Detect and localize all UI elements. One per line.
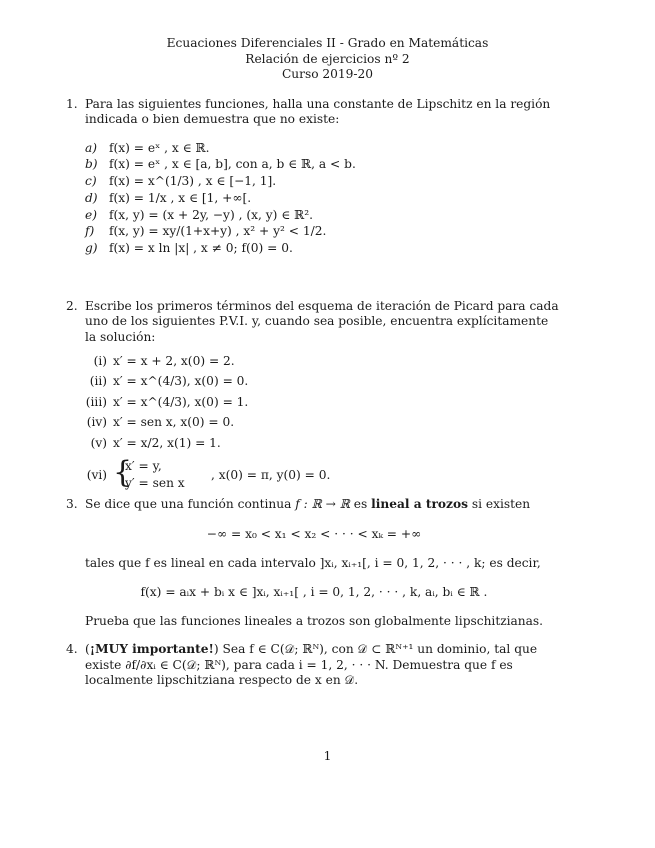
- statement-text: Sea f ∈ C(𝒟; ℝᴺ), con 𝒟 ⊂ ℝᴺ⁺¹ un dominio, tal que existe: [85, 642, 538, 672]
- item-formula: x′ = x + 2, x(0) = 2.: [113, 353, 235, 368]
- course-year: Curso 2019-20: [281, 67, 374, 81]
- item-formula: f(x, y) = (x + 2y, −y) , (x, y) ∈ ℝ².: [109, 207, 313, 222]
- item-label: d): [85, 190, 98, 205]
- item-formula: f(x, y) = xy/(1+x+y) , x² + y² < 1/2.: [109, 224, 327, 239]
- exercise-3: [66, 497, 562, 629]
- list-item: [85, 224, 562, 241]
- course-title: Ecuaciones Diferenciales II - Grado en Matemáticas: [166, 36, 489, 50]
- item-label: c): [85, 174, 97, 189]
- statement-text: tales que f es lineal en cada intervalo ]xᵢ, xᵢ₊₁[, i = 0, 1, 2, · · · , k; es decir,: [85, 555, 541, 570]
- paren-close: ): [213, 642, 219, 656]
- item-label: b): [85, 157, 98, 172]
- exercise-1: [66, 97, 562, 258]
- item-formula: f(x) = eˣ , x ∈ [a, b], con a, b ∈ ℝ, a < b.: [109, 157, 356, 172]
- exercise-statement: [85, 642, 562, 689]
- item-label: g): [85, 241, 98, 256]
- system-eq1: x′ = y,: [125, 459, 162, 474]
- defined-term: lineal a trozos: [371, 497, 468, 511]
- exercise-number: 3.: [66, 497, 78, 511]
- exercise-number: 1.: [66, 97, 78, 111]
- statement-text: Prueba que las funciones lineales a trozos son globalmente lipschitzianas.: [85, 614, 544, 628]
- item-formula: x′ = x^(4/3), x(0) = 0.: [113, 374, 249, 389]
- list-item: [85, 415, 562, 436]
- list-item: [85, 191, 562, 208]
- item-label: (i): [93, 353, 107, 368]
- ivp-list: [85, 354, 562, 497]
- paren-open: (: [85, 642, 90, 656]
- exercise-statement: [85, 497, 562, 512]
- statement-text: ∂f/∂xᵢ ∈ C(𝒟; ℝᴺ), para cada i = 1, 2, · · · N. Demuestra que f es localmente lipschitziana: [85, 657, 513, 687]
- item-label: (v): [90, 435, 107, 450]
- list-item: [85, 208, 562, 225]
- sheet-title: Relación de ejercicios nº 2: [245, 51, 410, 66]
- item-formula: f(x) = eˣ , x ∈ ℝ.: [109, 140, 210, 155]
- item-label: f): [85, 224, 95, 239]
- item-label: (ii): [89, 374, 107, 389]
- list-item-system: [85, 456, 562, 496]
- exercise-number: 4.: [66, 642, 78, 656]
- list-item: [85, 141, 562, 158]
- exercise-number: 2.: [66, 299, 78, 313]
- item-formula: f(x) = x^(1/3) , x ∈ [−1, 1].: [109, 174, 277, 189]
- item-formula: x′ = x/2, x(1) = 1.: [113, 435, 221, 450]
- initial-conditions: , x(0) = π, y(0) = 0.: [211, 468, 331, 483]
- item-formula: f(x) = 1/x , x ∈ [1, +∞[.: [109, 190, 252, 205]
- piecewise-formula: f(x) = aᵢx + bᵢ x ∈ ]xᵢ, xᵢ₊₁[ , i = 0, 1, 2, · · · , k, aᵢ, bᵢ ∈ ℝ .: [140, 584, 488, 599]
- list-item: [85, 354, 562, 375]
- statement-text: Se dice que una función continua: [85, 497, 292, 511]
- item-formula: x′ = sen x, x(0) = 0.: [113, 415, 235, 430]
- list-item: [85, 395, 562, 416]
- exercise-statement: Para las siguientes funciones, halla una constante de Lipschitz en la región indicada o bien demuestra que no existe:: [85, 97, 551, 127]
- item-formula: x′ = x^(4/3), x(0) = 1.: [113, 394, 249, 409]
- exercise-4: [66, 642, 562, 689]
- statement-text: es: [353, 497, 368, 511]
- list-item: [85, 174, 562, 191]
- function-list: [85, 141, 562, 259]
- partition-formula: −∞ = x₀ < x₁ < x₂ < · · · < xₖ = +∞: [206, 527, 422, 542]
- item-label: e): [85, 207, 97, 222]
- item-label: (vi): [86, 468, 107, 483]
- exercise-2: [66, 299, 562, 496]
- list-item: [85, 374, 562, 395]
- map-formula: f : ℝ → ℝ: [295, 497, 350, 511]
- important-note: ¡MUY importante!: [89, 642, 214, 656]
- document-header: [0, 36, 655, 83]
- exercise-statement: Escribe los primeros términos del esquema de iteración de Picard para cada uno de los siguientes P.V.I. y, cuando sea posible, encuentra explícitamente la solución:: [85, 299, 559, 344]
- item-formula: f(x) = x ln |x| , x ≠ 0; f(0) = 0.: [109, 241, 293, 256]
- list-item: [85, 436, 562, 457]
- system-eq2: y′ = sen x: [125, 476, 185, 491]
- left-brace: {: [113, 455, 133, 491]
- item-label: (iii): [85, 394, 107, 409]
- page-number: 1: [323, 749, 332, 763]
- list-item: [85, 241, 562, 258]
- item-label: a): [85, 140, 98, 155]
- list-item: [85, 157, 562, 174]
- item-label: (iv): [86, 415, 107, 430]
- statement-text: respecto de x en 𝒟.: [238, 673, 359, 687]
- statement-text: si existen: [471, 497, 531, 511]
